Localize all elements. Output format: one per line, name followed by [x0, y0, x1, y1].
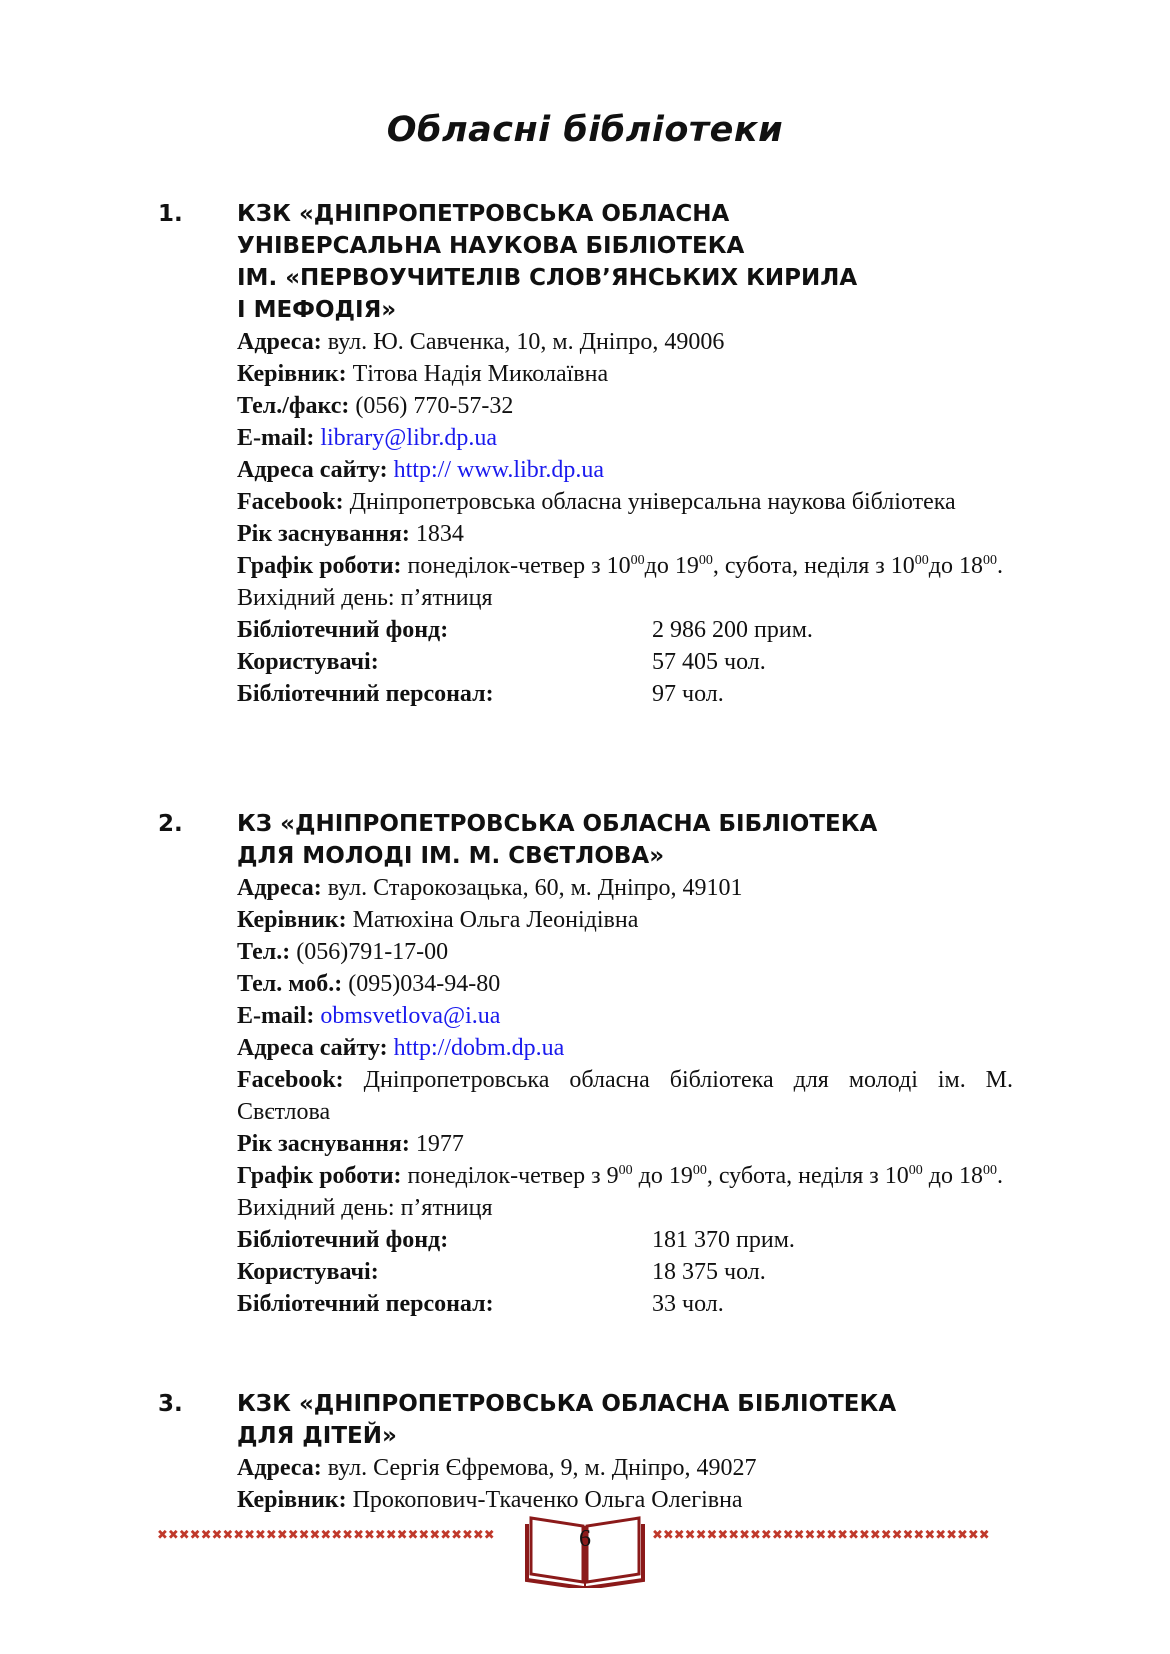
email-link[interactable]: library@libr.dp.ua: [320, 425, 498, 451]
facebook-value: Дніпропетровська обласна універсальна наукова бібліотека: [349, 489, 956, 515]
fund-label: Бібліотечний фонд:: [237, 1227, 449, 1253]
director-line: [237, 904, 1013, 936]
founded-value: 1977: [415, 1131, 464, 1157]
facebook-line: [237, 486, 1013, 518]
address-value: вул. Сергія Єфремова, 9, м. Дніпро, 49027: [327, 1455, 757, 1481]
schedule-text: до 19: [632, 1163, 693, 1189]
fund-value: 2 986 200 прим.: [652, 617, 813, 643]
facebook-value: Дніпропетровська обласна бібліотека для молоді ім. М. Свєтлова: [237, 1067, 1014, 1125]
schedule-text: до 18: [922, 1163, 983, 1189]
email-label: E-mail:: [237, 1003, 315, 1029]
schedule-sup: 00: [692, 1163, 707, 1178]
page-title: Обласні бібліотеки: [386, 110, 784, 150]
site-line: [237, 1032, 1013, 1064]
fund-row: [237, 1224, 1013, 1256]
facebook-label: Facebook:: [237, 1067, 344, 1093]
mobile-label: Тел. моб.:: [237, 971, 343, 997]
page-number: 6: [579, 1526, 591, 1552]
entry-heading-line: ІМ. «ПЕРВОУЧИТЕЛІВ СЛОВ’ЯНСЬКИХ КИРИЛА: [237, 265, 858, 291]
address-label: Адреса:: [237, 1455, 322, 1481]
schedule-label: Графік роботи:: [237, 553, 402, 579]
phone-line: [237, 936, 1013, 968]
facebook-label: Facebook:: [237, 489, 344, 515]
director-label: Керівник:: [237, 361, 347, 387]
staff-label: Бібліотечний персонал:: [237, 1291, 494, 1317]
ornament-stars-right: ✖✖✖✖✖✖✖✖✖✖✖✖✖✖✖✖✖✖✖✖✖✖✖✖✖✖✖✖✖✖✖: [652, 1528, 990, 1543]
page-footer: [0, 1510, 1170, 1590]
schedule-sup: 00: [630, 553, 645, 568]
site-link[interactable]: http:// www.libr.dp.ua: [393, 457, 605, 483]
staff-row: [237, 1288, 1013, 1320]
site-line: [237, 454, 1013, 486]
address-label: Адреса:: [237, 875, 322, 901]
phone-value: (056)791-17-00: [296, 939, 449, 965]
director-value: Матюхіна Ольга Леонідівна: [352, 907, 639, 933]
director-line: [237, 358, 1013, 390]
entry-heading-line: І МЕФОДІЯ»: [237, 297, 397, 323]
phone-label: Тел./факс:: [237, 393, 350, 419]
phone-label: Тел.:: [237, 939, 291, 965]
founded-line: [237, 1128, 1013, 1160]
schedule-text: .: [996, 1163, 1003, 1189]
entry-heading-line: КЗ «ДНІПРОПЕТРОВСЬКА ОБЛАСНА БІБЛІОТЕКА: [237, 811, 878, 837]
director-label: Керівник:: [237, 1487, 347, 1513]
schedule-sup: 00: [914, 553, 929, 568]
entry-heading-line: ДЛЯ МОЛОДІ ІМ. М. СВЄТЛОВА»: [237, 843, 665, 869]
entry-number: 2.: [158, 811, 183, 837]
facebook-line: [237, 1064, 1013, 1128]
users-value: 18 375 чол.: [652, 1259, 766, 1285]
address-value: вул. Старокозацька, 60, м. Дніпро, 49101: [327, 875, 743, 901]
schedule-label: Графік роботи:: [237, 1163, 402, 1189]
founded-label: Рік заснування:: [237, 1131, 410, 1157]
schedule-text: до 18: [928, 553, 983, 579]
address-line: [237, 1452, 1013, 1484]
site-label: Адреса сайту:: [237, 457, 388, 483]
director-label: Керівник:: [237, 907, 347, 933]
mobile-line: [237, 968, 1013, 1000]
schedule-text: до 19: [644, 553, 699, 579]
schedule-line: [237, 550, 1013, 582]
phone-line: [237, 390, 1013, 422]
staff-value: 97 чол.: [652, 681, 724, 707]
address-line: [237, 872, 1013, 904]
mobile-value: (095)034-94-80: [348, 971, 501, 997]
entry-body: [237, 1388, 1013, 1516]
schedule-text: .: [996, 553, 1003, 579]
email-label: E-mail:: [237, 425, 315, 451]
site-link[interactable]: http://dobm.dp.ua: [393, 1035, 565, 1061]
schedule-sup: 00: [618, 1163, 633, 1178]
director-value: Прокопович-Ткаченко Ольга Олегівна: [352, 1487, 743, 1513]
entry-heading-line: КЗК «ДНІПРОПЕТРОВСЬКА ОБЛАСНА БІБЛІОТЕКА: [237, 1391, 897, 1417]
founded-line: [237, 518, 1013, 550]
entry-number: 1.: [158, 201, 183, 227]
address-label: Адреса:: [237, 329, 322, 355]
entry-heading-line: УНІВЕРСАЛЬНА НАУКОВА БІБЛІОТЕКА: [237, 233, 745, 259]
phone-value: (056) 770-57-32: [355, 393, 514, 419]
users-value: 57 405 чол.: [652, 649, 766, 675]
dayoff-line: Вихідний день: п’ятниця: [237, 585, 493, 611]
staff-row: [237, 678, 1013, 710]
address-value: вул. Ю. Савченка, 10, м. Дніпро, 49006: [327, 329, 725, 355]
entry-heading-line: КЗК «ДНІПРОПЕТРОВСЬКА ОБЛАСНА: [237, 201, 730, 227]
entry-body: [237, 198, 1013, 710]
schedule-line: [237, 1160, 1013, 1192]
schedule-sup: 00: [698, 553, 713, 568]
users-row: [237, 646, 1013, 678]
fund-value: 181 370 прим.: [652, 1227, 795, 1253]
founded-label: Рік заснування:: [237, 521, 410, 547]
entry-heading-line: ДЛЯ ДІТЕЙ»: [237, 1423, 397, 1449]
fund-label: Бібліотечний фонд:: [237, 617, 449, 643]
email-line: [237, 1000, 1013, 1032]
fund-row: [237, 614, 1013, 646]
schedule-sup: 00: [982, 553, 997, 568]
staff-value: 33 чол.: [652, 1291, 724, 1317]
users-label: Користувачі:: [237, 1259, 379, 1285]
schedule-text: , субота, неділя з 10: [712, 553, 915, 579]
schedule-sup: 00: [982, 1163, 997, 1178]
email-line: [237, 422, 1013, 454]
dayoff-line: Вихідний день: п’ятниця: [237, 1195, 493, 1221]
users-row: [237, 1256, 1013, 1288]
entry-number: 3.: [158, 1391, 183, 1417]
founded-value: 1834: [415, 521, 464, 547]
schedule-text: , субота, неділя з 10: [706, 1163, 909, 1189]
schedule-text: понеділок-четвер з 9: [407, 1163, 619, 1189]
schedule-sup: 00: [908, 1163, 923, 1178]
users-label: Користувачі:: [237, 649, 379, 675]
director-value: Тітова Надія Миколаївна: [352, 361, 609, 387]
staff-label: Бібліотечний персонал:: [237, 681, 494, 707]
email-link[interactable]: obmsvetlova@i.ua: [320, 1003, 501, 1029]
ornament-stars-left: ✖✖✖✖✖✖✖✖✖✖✖✖✖✖✖✖✖✖✖✖✖✖✖✖✖✖✖✖✖✖✖: [157, 1528, 495, 1543]
site-label: Адреса сайту:: [237, 1035, 388, 1061]
schedule-text: понеділок-четвер з 10: [407, 553, 631, 579]
entry-body: [237, 808, 1013, 1320]
address-line: [237, 326, 1013, 358]
